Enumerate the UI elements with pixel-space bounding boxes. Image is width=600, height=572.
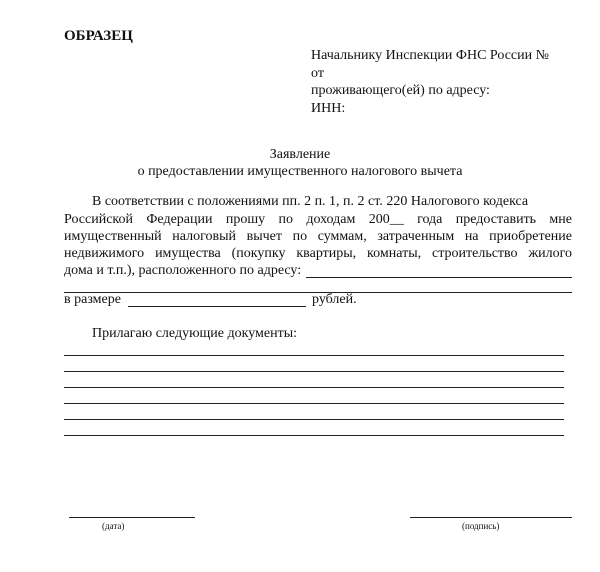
body-line-5: дома и т.п.), расположенного по адресу: [64, 263, 302, 278]
attachments-label: Прилагаю следующие документы: [92, 326, 298, 341]
addressee-from: от [311, 66, 324, 81]
amount-suffix: рублей. [312, 292, 357, 307]
attachment-line[interactable] [64, 355, 564, 356]
attachment-line[interactable] [64, 387, 564, 388]
body-line-2: Российской Федерации прошу по доходам 200__ года предоставить мне [64, 212, 572, 227]
body-line-3: имущественный налоговый вычет по суммам, затраченным на приобретение [64, 229, 572, 244]
addressee-inn: ИНН: [311, 101, 346, 116]
attachment-line[interactable] [64, 419, 564, 420]
date-line[interactable] [69, 517, 195, 518]
attachment-line[interactable] [64, 435, 564, 436]
sample-label: ОБРАЗЕЦ [64, 28, 133, 44]
date-caption: (дата) [102, 521, 125, 531]
document-title: Заявление [269, 147, 331, 162]
signature-caption: (подпись) [462, 521, 500, 531]
addressee-inspection: Начальнику Инспекции ФНС России № [311, 48, 549, 63]
address-blank[interactable] [306, 277, 572, 278]
amount-prefix: в размере [64, 292, 121, 307]
attachment-line[interactable] [64, 371, 564, 372]
body-line-1: В соответствии с положениями пп. 2 п. 1, п. 2 ст. 220 Налогового кодекса [92, 194, 529, 209]
signature-line[interactable] [410, 517, 572, 518]
body-line-4: недвижимого имущества (покупку квартиры, комнаты, строительство жилого [64, 246, 572, 261]
document-subtitle: о предоставлении имущественного налогового вычета [137, 164, 463, 179]
amount-blank[interactable] [128, 306, 306, 307]
attachment-line[interactable] [64, 403, 564, 404]
addressee-residence: проживающего(ей) по адресу: [311, 83, 490, 98]
